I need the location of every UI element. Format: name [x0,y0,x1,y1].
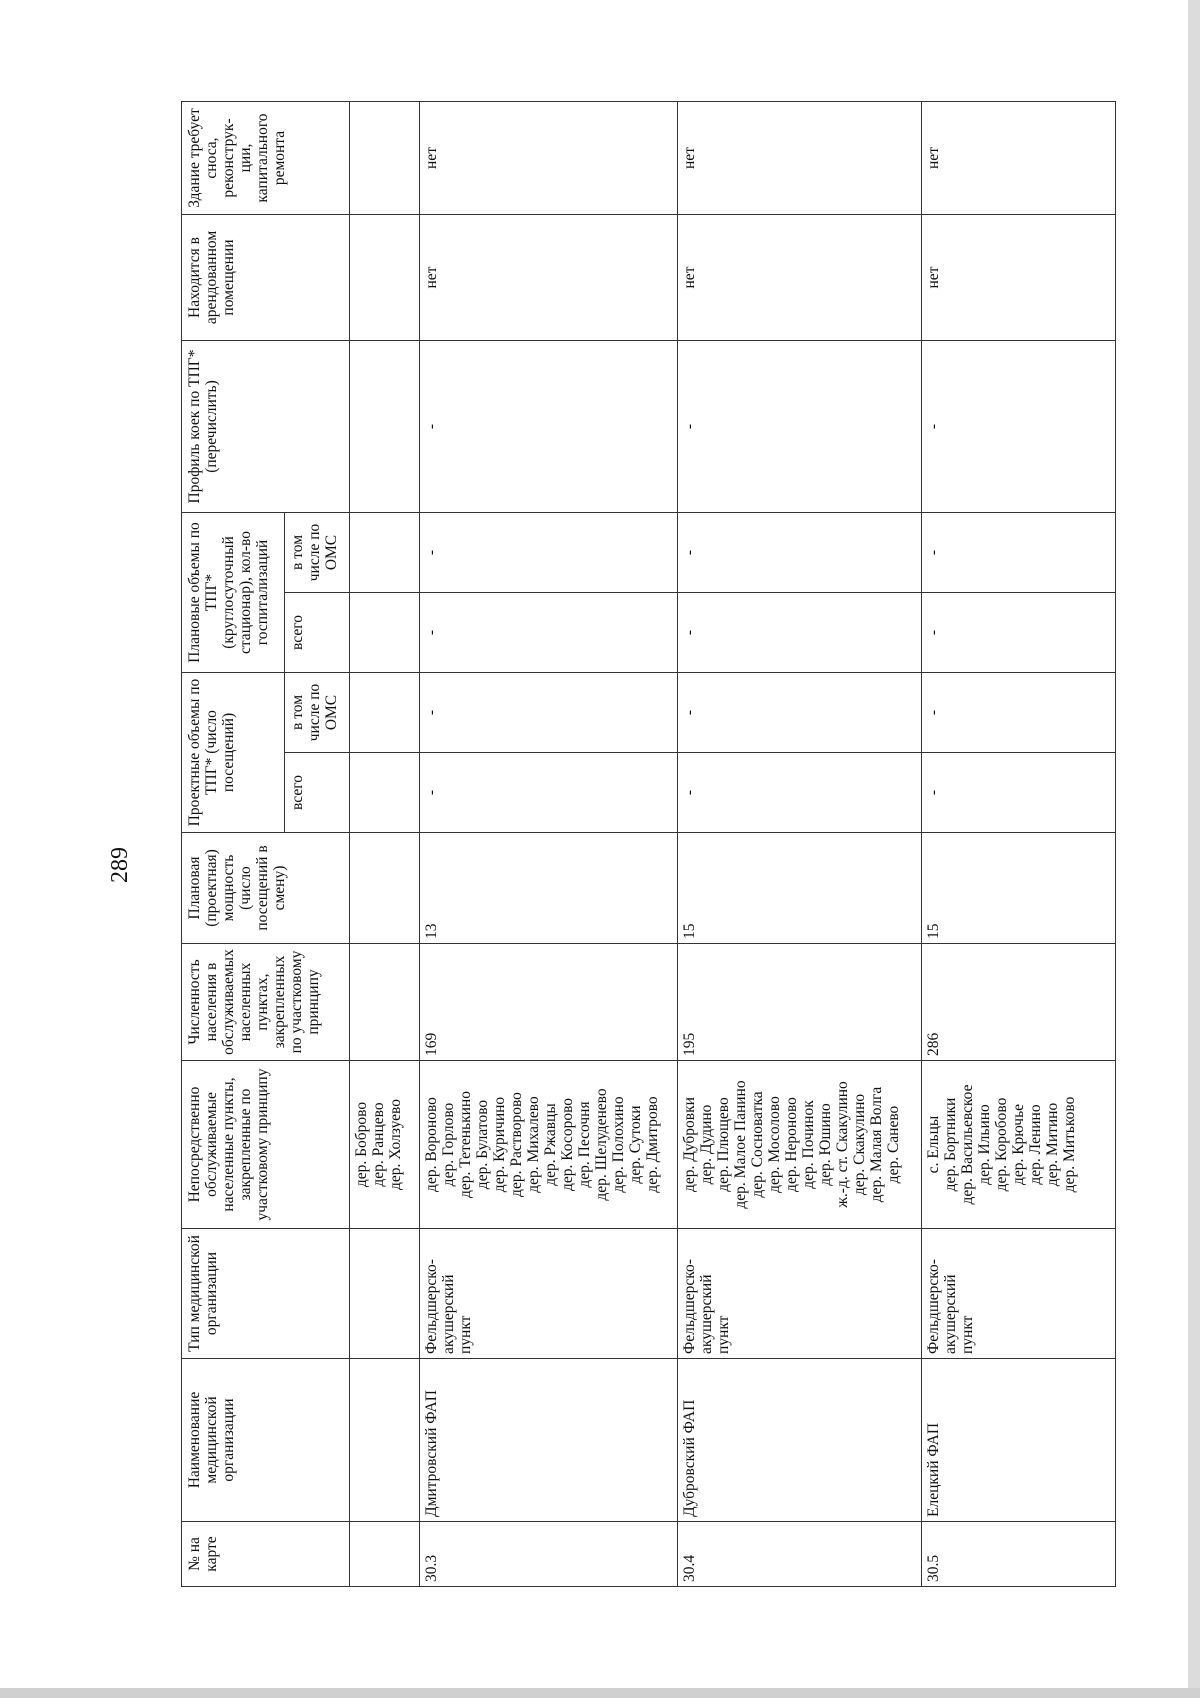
cell-type: Фельдшерско-акушерский пункт [678,1229,922,1359]
settlement-item: с. Ельцы [925,1115,942,1174]
cell-repair: нет [420,102,678,215]
header-type: Тип медицинской организации [182,1229,350,1359]
scan-bottom-edge [0,1688,1200,1698]
cell-population: 195 [678,944,922,1061]
cell-repair: нет [678,102,922,215]
cell-rented: нет [678,215,922,341]
header-plan-total: всего [285,593,350,673]
settlement-item: дер. Сутоки [627,1105,644,1184]
cell-type: Фельдшерско-акушерский пункт [420,1229,678,1359]
cell-capacity: 15 [922,833,1116,944]
cell-settlements [678,1061,922,1229]
cell-beds-profile: - [922,341,1116,513]
settlement-item: дер. Ржавцы [542,1103,559,1186]
cell-plan-oms: - [922,513,1116,593]
cell-plan-total: - [922,593,1116,673]
cell-empty [350,944,420,1061]
cell-project-oms: - [420,673,678,753]
settlement-item: дер. Косорово [559,1097,576,1192]
header-project-oms: в том числе по ОМС [285,673,350,753]
settlement-item: дер. Мосолово [766,1096,783,1193]
settlement-item: дер. Плющево [715,1097,732,1192]
settlement-item: дер. Вороново [423,1097,440,1192]
cell-repair: нет [922,102,1116,215]
settlement-item: дер. Тетенькино [457,1091,474,1198]
cell-name: Дубровский ФАП [678,1359,922,1522]
settlement-item: дер. Митьково [1061,1096,1078,1193]
settlement-item: дер. Горлово [440,1102,457,1187]
cell-empty [350,341,420,513]
settlement-item: дер. Малое Панино [732,1080,749,1209]
cell-capacity: 13 [420,833,678,944]
settlement-item: дер. Дудино [698,1104,715,1185]
cell-empty [350,1522,420,1587]
cell-name: Дмитровский ФАП [420,1359,678,1522]
settlement-item: дер. Сосноватка [749,1091,766,1198]
settlement-item: дер. Юшино [817,1103,834,1186]
settlement-item: дер. Растворово [508,1092,525,1197]
table-row [922,102,1116,1587]
header-plan-oms: в том числе по ОМС [285,513,350,593]
settlement-item: дер. Нероново [783,1097,800,1192]
settlement-item: дер. Дубровки [681,1097,698,1192]
cell-beds-profile: - [678,341,922,513]
settlement-item: дер. Васильевское [959,1084,976,1205]
cell-rented: нет [420,215,678,341]
settlement-item: дер. Ранцево [370,1102,387,1187]
cell-name: Елецкий ФАП [922,1359,1116,1522]
cell-settlements [922,1061,1116,1229]
settlement-item: дер. Бортники [942,1097,959,1192]
cell-settlements [350,1061,420,1229]
settlement-item: дер. Шелуденево [593,1088,610,1201]
settlement-item: дер. Починок [800,1100,817,1189]
settlement-item: дер. Крючье [1010,1103,1027,1186]
cell-project-total: - [420,753,678,833]
header-project-total: всего [285,753,350,833]
cell-plan-total: - [678,593,922,673]
table-row-continuation [350,102,420,1587]
cell-project-total: - [678,753,922,833]
cell-empty [350,593,420,673]
header-project-volumes: Проектные объемы по ТПГ* (число посещений) [182,673,285,833]
cell-empty [350,215,420,341]
cell-empty [350,102,420,215]
settlement-item: дер. Михалево [525,1096,542,1193]
scan-right-edge [1188,0,1200,1698]
settlement-item: дер. Песочня [576,1101,593,1188]
cell-rented: нет [922,215,1116,341]
settlement-item: дер. Митино [1044,1102,1061,1187]
medical-organizations-table [181,101,1116,1587]
header-plan-volumes: Плановые объемы по ТПГ* (круглосуточный стационар), кол-во госпитализаций [182,513,285,673]
cell-plan-total: - [420,593,678,673]
cell-empty [350,833,420,944]
cell-population: 169 [420,944,678,1061]
cell-project-oms: - [922,673,1116,753]
table-header [182,102,350,1587]
settlement-item: дер. Дмитрово [644,1096,661,1193]
settlement-item: дер. Малая Волга [868,1086,885,1203]
cell-empty [350,1229,420,1359]
settlement-item: дер. Ильино [976,1104,993,1185]
cell-beds-profile: - [420,341,678,513]
cell-num: 30.3 [420,1522,678,1587]
cell-type: Фельдшерско-акушерский пункт [922,1229,1116,1359]
header-num: № на карте [182,1522,350,1587]
cell-settlements [420,1061,678,1229]
settlement-item: дер. Куричино [491,1096,508,1193]
page-number: 289 [107,847,133,883]
header-capacity: Плановая (проектная) мощность (число посещений в смену) [182,833,350,944]
header-name: Наименование медицинской организации [182,1359,350,1522]
table-wrapper [181,108,1115,1587]
header-beds-profile: Профиль коек по ТПГ* (перечислить) [182,341,350,513]
settlement-item: дер. Ленино [1027,1104,1044,1185]
header-settlements: Непосредственно обслуживаемые населенные пункты, закрепленные по участковому принципу [182,1061,350,1229]
cell-project-total: - [922,753,1116,833]
settlement-item: дер. Скакулино [851,1093,868,1196]
settlement-item: дер. Холзуево [387,1099,404,1190]
table-row [678,102,922,1587]
settlement-item: дер. Санево [885,1105,902,1184]
table-row [420,102,678,1587]
header-repair: Здание требует сноса, реконструк-ции, капитального ремонта [182,102,350,215]
cell-capacity: 15 [678,833,922,944]
cell-population: 286 [922,944,1116,1061]
settlement-item: дер. Булатово [474,1099,491,1190]
cell-empty [350,513,420,593]
cell-plan-oms: - [420,513,678,593]
settlement-item: дер. Боброво [353,1101,370,1188]
cell-plan-oms: - [678,513,922,593]
cell-num: 30.5 [922,1522,1116,1587]
settlement-item: дер. Полохино [610,1096,627,1193]
cell-empty [350,753,420,833]
cell-empty [350,673,420,753]
cell-num: 30.4 [678,1522,922,1587]
header-rented: Находится в арендованном помещении [182,215,350,341]
header-population: Численность населения в обслуживаемых населенных пунктах, закрепленных по участковому принципу [182,944,350,1061]
cell-empty [350,1359,420,1522]
settlement-item: дер. Коробово [993,1097,1010,1192]
settlement-item: ж.-д. ст. Скакулино [834,1081,851,1208]
cell-project-oms: - [678,673,922,753]
